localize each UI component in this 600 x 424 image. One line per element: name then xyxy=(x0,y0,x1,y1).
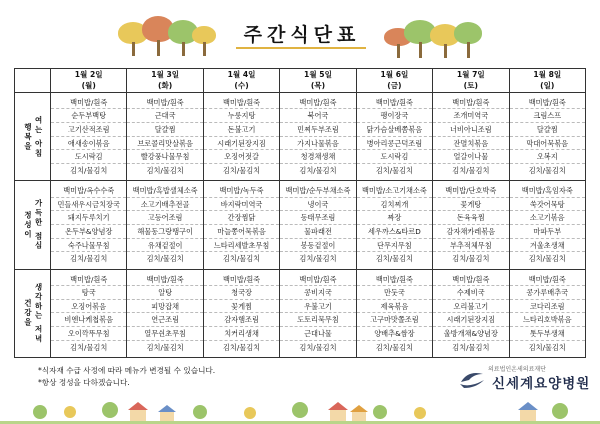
menu-item: 동태무조림 xyxy=(280,211,355,225)
menu-item: 김치/물김치 xyxy=(222,342,261,352)
menu-cell xyxy=(356,269,432,357)
menu-item: 온두부&양념장 xyxy=(51,225,126,239)
menu-item: 백미밥/흰죽 xyxy=(204,273,279,287)
menu-item: 돈육육찜 xyxy=(433,211,508,225)
menu-item: 백미밥/옥수수죽 xyxy=(51,184,126,198)
menu-item: 꽃게탕 xyxy=(433,198,508,212)
menu-cell xyxy=(433,93,509,181)
menu-cell xyxy=(280,269,356,357)
menu-item: 느타리세발초무침 xyxy=(204,239,279,253)
menu-item: 김치/물김치 xyxy=(222,254,261,264)
menu-item: 백미밥/흰죽 xyxy=(51,273,126,287)
menu-item: 세우까스&타르D xyxy=(357,225,432,239)
menu-item: 김치/물김치 xyxy=(299,254,337,264)
menu-item: 고구마맛쫄조림 xyxy=(357,313,432,327)
menu-item: 병아리콩근덕조림 xyxy=(357,137,432,151)
menu-item: 백미밥/순두부채소죽 xyxy=(280,184,355,198)
menu-item: 김치/물김치 xyxy=(452,165,490,175)
menu-item: 열무쉰초무침 xyxy=(127,327,202,341)
title-underline xyxy=(236,47,366,49)
note-line: *항상 정성을 다하겠습니다. xyxy=(38,378,130,387)
menu-cell xyxy=(127,269,203,357)
menu-item: 김치/물김치 xyxy=(375,342,413,352)
menu-item: 간장찜닭 xyxy=(204,211,279,225)
menu-item: 마늘쫑어묵볶음 xyxy=(204,225,279,239)
hospital-logo-mark xyxy=(458,368,486,390)
menu-cell xyxy=(51,269,127,357)
menu-item: 냉이국 xyxy=(280,198,355,212)
menu-item: 김치/물김치 xyxy=(375,254,413,264)
menu-cell xyxy=(280,93,356,181)
menu-item: 백미밥/흰죽 xyxy=(510,96,585,110)
note-line: *식자재 수급 사정에 따라 메뉴가 변경될 수 있습니다. xyxy=(38,366,216,375)
meal-label-main: 행복을 xyxy=(23,122,33,151)
menu-item: 우불고기 xyxy=(280,300,355,314)
menu-item: 도시락김 xyxy=(357,150,432,164)
menu-item: 돈불고기 xyxy=(204,123,279,137)
menu-item: 백미밥/흰죽 xyxy=(433,96,508,110)
corner-cell xyxy=(15,69,51,93)
day-header: 1월 6일 (금) xyxy=(356,69,432,93)
menu-item: 도시락김 xyxy=(51,150,126,164)
menu-item: 김치/물김치 xyxy=(299,165,337,175)
menu-item: 김치/물김치 xyxy=(146,254,184,264)
menu-item: 알탕 xyxy=(127,286,202,300)
menu-item: 김치/물김치 xyxy=(70,254,108,264)
menu-item: 백미밥/흑임자죽 xyxy=(510,184,585,198)
menu-item: 해물동그랑땡구이 xyxy=(127,225,202,239)
menu-item: 유채겉절이 xyxy=(127,239,202,253)
menu-item: 마파두부 xyxy=(510,225,585,239)
menu-item: 순두부백탕 xyxy=(51,109,126,123)
menu-item: 봉동겉절이 xyxy=(280,239,355,253)
menu-cell xyxy=(203,269,279,357)
meal-label-main: 건강을 xyxy=(23,299,33,328)
menu-item: 청국장 xyxy=(204,286,279,300)
menu-item: 돼지두루치기 xyxy=(51,211,126,225)
menu-item: 얼갈이나물 xyxy=(433,150,508,164)
menu-item: 백미밥/단호박죽 xyxy=(433,184,508,198)
menu-item: 팽이장국 xyxy=(357,109,432,123)
menu-item: 백미밥/흑밥샐체소죽 xyxy=(127,184,202,198)
menu-item: 근대나물 xyxy=(280,327,355,341)
menu-item: 애새송이볶음 xyxy=(51,137,126,151)
meal-row xyxy=(15,269,586,357)
menu-cell xyxy=(509,181,585,269)
menu-item: 울방개채&양념장 xyxy=(433,327,508,341)
menu-item: 만둣국 xyxy=(357,286,432,300)
menu-item: 연근조림 xyxy=(127,313,202,327)
meal-label-sub: 가득한 점심 xyxy=(34,199,44,251)
menu-item: 백미밥/녹두죽 xyxy=(204,184,279,198)
day-header: 1월 5일 (목) xyxy=(280,69,356,93)
menu-item: 감자햄조림 xyxy=(204,313,279,327)
menu-cell xyxy=(203,93,279,181)
menu-item: 고기산적조림 xyxy=(51,123,126,137)
notes xyxy=(38,365,215,389)
menu-item: 잔멸치볶음 xyxy=(433,137,508,151)
menu-item: 김치/물김치 xyxy=(452,254,490,264)
menu-item: 오이깍뚜무침 xyxy=(51,327,126,341)
menu-item: 피망잡채 xyxy=(127,300,202,314)
menu-item: 오징어볶음 xyxy=(51,300,126,314)
menu-item: 물파래전 xyxy=(280,225,355,239)
menu-item: 치커리생채 xyxy=(204,327,279,341)
menu-item: 김치/물김치 xyxy=(222,165,261,175)
menu-item: 콩비지국 xyxy=(280,286,355,300)
menu-item: 누룽지탕 xyxy=(204,109,279,123)
menu-item: 빨강풍나물무침 xyxy=(127,150,202,164)
meal-row xyxy=(15,181,586,269)
menu-item: 부추적체무침 xyxy=(433,239,508,253)
meal-label-cell xyxy=(15,181,51,269)
menu-item: 김치/물김치 xyxy=(528,165,566,175)
menu-item: 김치찌개 xyxy=(357,198,432,212)
menu-cell xyxy=(509,93,585,181)
header-row xyxy=(15,69,586,93)
menu-item: 김치/물김치 xyxy=(299,342,337,352)
menu-item: 김치/물김치 xyxy=(528,254,566,264)
menu-item: 오복지 xyxy=(510,150,585,164)
menu-item: 시래기된장지짐 xyxy=(204,137,279,151)
menu-item: 달걀찜 xyxy=(127,123,202,137)
day-header: 1월 8일 (일) xyxy=(509,69,585,93)
menu-item: 고등어조림 xyxy=(127,211,202,225)
menu-cell xyxy=(51,93,127,181)
meal-row xyxy=(15,93,586,181)
menu-item: 김치/물김치 xyxy=(375,165,413,175)
meal-label-cell xyxy=(15,269,51,357)
menu-item: 김치/물김치 xyxy=(146,342,184,352)
menu-cell xyxy=(356,93,432,181)
page-title: 주간식단표 xyxy=(243,24,361,46)
menu-item: 백미밥/흰죽 xyxy=(357,96,432,110)
menu-cell xyxy=(51,181,127,269)
menu-item: 크림스프 xyxy=(510,109,585,123)
menu-item: 민찌두부조림 xyxy=(280,123,355,137)
menu-item: 청경채생채 xyxy=(280,150,355,164)
logo-name: 신세계요양병원 xyxy=(492,376,591,392)
menu-item: 닭가슴살베쫌볶음 xyxy=(357,123,432,137)
menu-item: 쑥갓어묵탕 xyxy=(510,198,585,212)
menu-item: 오징어젓갈 xyxy=(204,150,279,164)
menu-item: 탕국 xyxy=(51,286,126,300)
weekly-menu-table xyxy=(14,68,586,358)
menu-item: 겨울초생채 xyxy=(510,239,585,253)
meal-label-sub: 생각하는 저녁 xyxy=(34,282,44,344)
menu-item: 김치/물김치 xyxy=(70,342,108,352)
menu-item: 백미밥/흰죽 xyxy=(204,96,279,110)
menu-item: 민들새우시금치장국 xyxy=(51,198,126,212)
day-header: 1월 2일 (월) xyxy=(51,69,127,93)
menu-item: 제육볶음 xyxy=(357,300,432,314)
day-header: 1월 7일 (토) xyxy=(433,69,509,93)
menu-item: 백미밥/흰죽 xyxy=(127,96,202,110)
menu-cell xyxy=(509,269,585,357)
menu-cell xyxy=(127,93,203,181)
logo-subtitle: 의료법인온세의료재단 xyxy=(488,366,546,373)
menu-item: 김치/물김치 xyxy=(146,165,184,175)
menu-cell xyxy=(356,181,432,269)
menu-item: 백미밥/흰죽 xyxy=(510,273,585,287)
menu-item: 단무지무침 xyxy=(357,239,432,253)
menu-item: 수제비국 xyxy=(433,286,508,300)
menu-item: 브로콜리맛살볶음 xyxy=(127,137,202,151)
meal-label-main: 정성이 xyxy=(23,210,33,240)
menu-cell xyxy=(127,181,203,269)
menu-item: 근대국 xyxy=(127,109,202,123)
menu-item: 김치/물김치 xyxy=(70,165,108,175)
menu-item: 바지락미역국 xyxy=(204,198,279,212)
menu-item: 김치/물김치 xyxy=(528,342,566,352)
menu-item: 톳두부생채 xyxy=(510,327,585,341)
menu-item: 양배추&쌈장 xyxy=(357,327,432,341)
menu-item: 숙주나물무침 xyxy=(51,239,126,253)
meal-label-cell xyxy=(15,93,51,181)
menu-item: 백미밥/흰죽 xyxy=(127,273,202,287)
menu-cell xyxy=(203,181,279,269)
meal-label-sub: 여는 아침 xyxy=(34,115,44,158)
menu-item: 소고기볶음 xyxy=(510,211,585,225)
menu-item: 느타리호박볶음 xyxy=(510,313,585,327)
day-header: 1월 3일 (화) xyxy=(127,69,203,93)
menu-item: 너비아니조림 xyxy=(433,123,508,137)
day-header: 1월 4일 (수) xyxy=(203,69,279,93)
menu-item: 감자채카레볶음 xyxy=(433,225,508,239)
menu-item: 조개미역국 xyxy=(433,109,508,123)
menu-item: 백미밥/흰죽 xyxy=(280,96,355,110)
menu-item: 시래기된장지짐 xyxy=(433,313,508,327)
menu-cell xyxy=(433,269,509,357)
menu-item: 비엔나케첩볶음 xyxy=(51,313,126,327)
menu-item: 꽃게찜 xyxy=(204,300,279,314)
menu-item: 백미밥/흰죽 xyxy=(280,273,355,287)
menu-item: 코다리조림 xyxy=(510,300,585,314)
menu-item: 막대어묵볶음 xyxy=(510,137,585,151)
menu-item: 백미밥/흰죽 xyxy=(51,96,126,110)
menu-item: 오리불고기 xyxy=(433,300,508,314)
menu-cell xyxy=(433,181,509,269)
menu-item: 김치/물김치 xyxy=(452,342,490,352)
menu-cell xyxy=(280,181,356,269)
menu-item: 짜장 xyxy=(357,211,432,225)
menu-item: 도토리묵무침 xyxy=(280,313,355,327)
menu-item: 가지나물볶음 xyxy=(280,137,355,151)
menu-item: 백미밥/흰죽 xyxy=(357,273,432,287)
menu-item: 백미밥/흰죽 xyxy=(433,273,508,287)
menu-item: 북어국 xyxy=(280,109,355,123)
village-illustration xyxy=(0,392,600,424)
menu-item: 소고기배추전골 xyxy=(127,198,202,212)
menu-item: 백미밥/소고기채소죽 xyxy=(357,184,432,198)
menu-item: 달걀찜 xyxy=(510,123,585,137)
menu-item: 콩가루배추국 xyxy=(510,286,585,300)
